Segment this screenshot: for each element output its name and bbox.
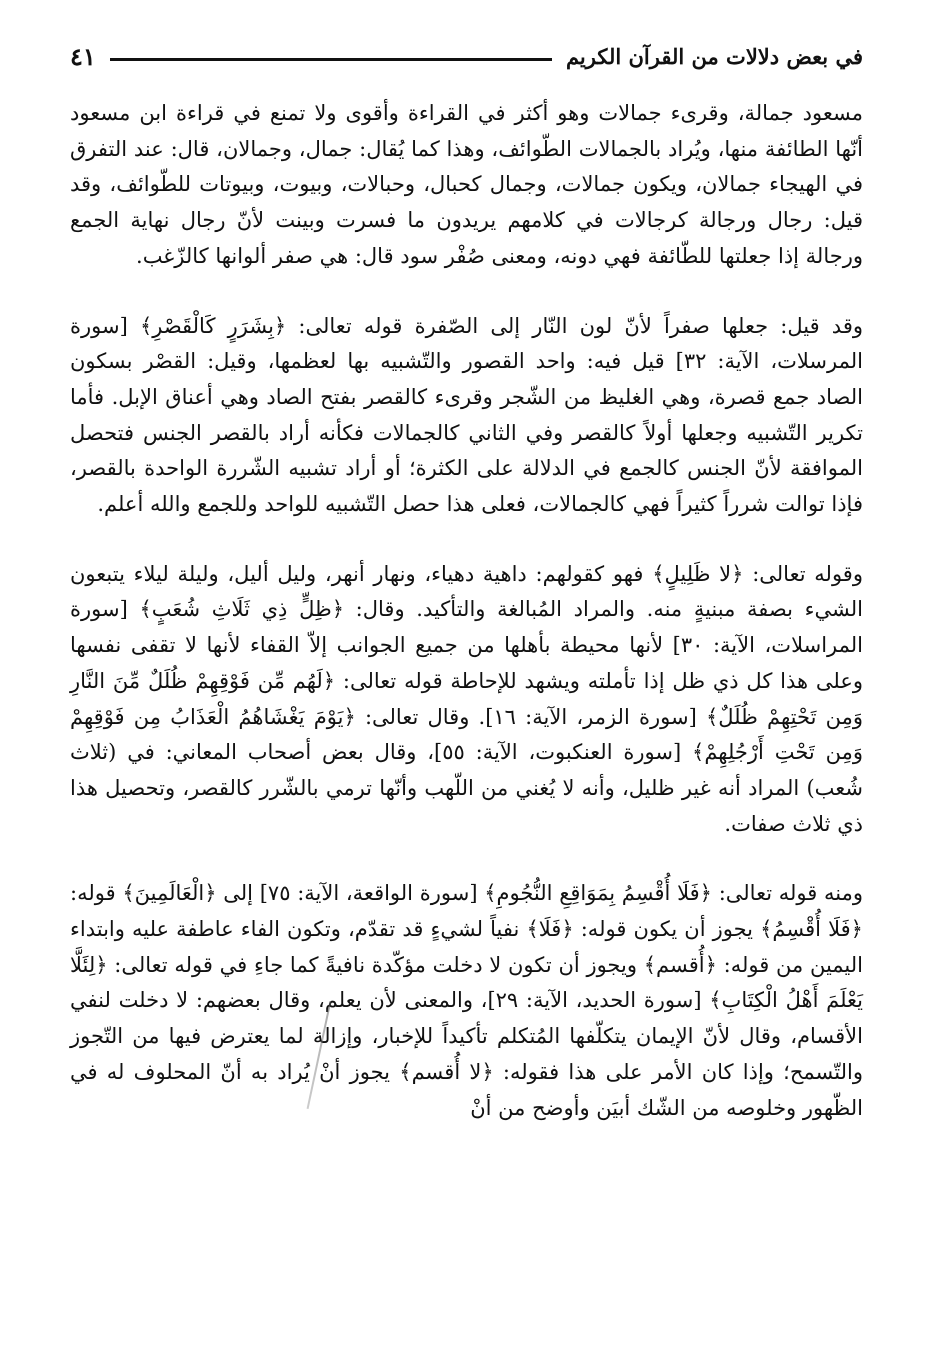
running-header (70, 34, 863, 78)
paragraph-1: مسعود جمالة، وقرىء جمالات وهو أكثر في القراءة وأقوى ولا تمنع في قراءة ابن مسعود أنّها الطائفة منها، ويُراد بالجمالات الطّوائف، وهذا كما يُقال: جمال، وجمالان، قال: عند التفرق في الهيجاء جمالان، ويكون جمالات، وجمال كحبال، وحبالات، وبيوت، وبيوتات للطّوائف، وقد قيل: رجال ورجالة كرجالات في كلامهم يريدون ما فسرت وبينت لأنّ رجال نهاية الجمع ورجالة إذا جعلتها للطّائفة فهي دونه، ومعنى صُفْر سود قال: هي صفر ألوانها كالزّغب. (70, 101, 863, 268)
body-text (70, 96, 863, 1126)
paragraph-2: وقد قيل: جعلها صفراً لأنّ لون النّار إلى الصّفرة قوله تعالى: ﴿بِشَرَرٍ كَالْقَصْرِ﴾ [سورة المرسلات، الآية: ٣٢] قيل فيه: واحد القصور والتّشبيه بها لعظمها، وقيل: القصْر بسكون الصاد جمع قصرة، وهي الغليظ من الشّجر وقرىء كالقصر بفتح الصاد وهي أعناق الإبل. فأما تكرير التّشبيه وجعلها أولاً كالقصر وفي الثاني كالجمالات فكأنه أراد بالقصر الجنس فتحصل الموافقة لأنّ الجنس كالجمع في الدلالة على الكثرة؛ أو أراد تشبيه الشّررة الواحدة بالقصر، فإذا توالت شرراً كثيراً فهي كالجمالات، فعلى هذا حصل التّشبيه للواحد وللجمع والله أعلم. (70, 313, 863, 517)
running-title: في بعض دلالات من القرآن الكريم (565, 43, 863, 69)
paragraph-3: وقوله تعالى: ﴿لا ظَلِيلٍ﴾ فهو كقولهم: داهية دهياء، ونهار أنهر، وليل أليل، وليلة ليلاء يتبعون الشيء بصفة مبنيةٍ منه. والمراد المُبالغة والتأكيد. وقال: ﴿ظِلٍّ ذِي ثَلَاثِ شُعَبٍ﴾ [سورة المراسلات، الآية: ٣٠] لأنها محيطة بأهلها من جميع الجوانب إلاّ القفاء لأنها لا تقفى نفسها وعلى هذا كل ذي ظل إذا تأملته ويشهد للإحاطة قوله تعالى: ﴿لَهُم مِّن فَوْقِهِمْ ظُلَلٌ مِّنَ النَّارِ وَمِن تَحْتِهِمْ ظُلَلٌ﴾ [سورة الزمر، الآية: ١٦]. وقال تعالى: ﴿يَوْمَ يَغْشَاهُمُ الْعَذَابُ مِن فَوْقِهِمْ وَمِن تَحْتِ أَرْجُلِهِمْ﴾ [سورة العنكبوت، الآية: ٥٥]، وقال بعض أصحاب المعاني: في (ثلاث شُعب) المراد أنه غير ظليل، وأنه لا يُغني من اللّهب وأنّها ترمي بالشّرر كالقصر، وتحصيل هذا ذي ثلاث صفات. (70, 561, 863, 836)
page-number: ٤١ (70, 41, 96, 71)
paragraph-4: ومنه قوله تعالى: ﴿فَلَا أُقْسِمُ بِمَوَاقِعِ النُّجُومِ﴾ [سورة الواقعة، الآية: ٧٥] إلى ﴿الْعَالَمِينَ﴾ قوله: ﴿فَلَا أُقْسِمُ﴾ يجوز أن يكون قوله: ﴿فَلَا﴾ نفياً لشيءٍ قد تقدّم، وتكون الفاء عاطفة عليه وابتداء اليمين من قوله: ﴿أُقسم﴾ ويجوز أن تكون لا دخلت مؤكّدة نافيةً كما جاءِ في قوله تعالى: ﴿لِئَلَّا يَعْلَمَ أَهْلُ الْكِتَابِ﴾ [سورة الحديد، الآية: ٢٩]، والمعنى لأن يعلم، وقال بعضهم: لا دخلت لنفي الأقسام، وقال لأنّ الإيمان يتكلّفها المُتكلم تأكيداً للإخبار، وإزالة لما يعترض فيها من التّجوز والتّسمح؛ وإذا كان الأمر على هذا فقوله: ﴿لا أُقسم﴾ يجوز أنْ يُراد به أنّ المحلوف له في الظّهور وخلوصه من الشّك أبيَن وأوضح من أنْ (70, 881, 864, 1120)
header-rule (110, 58, 552, 61)
